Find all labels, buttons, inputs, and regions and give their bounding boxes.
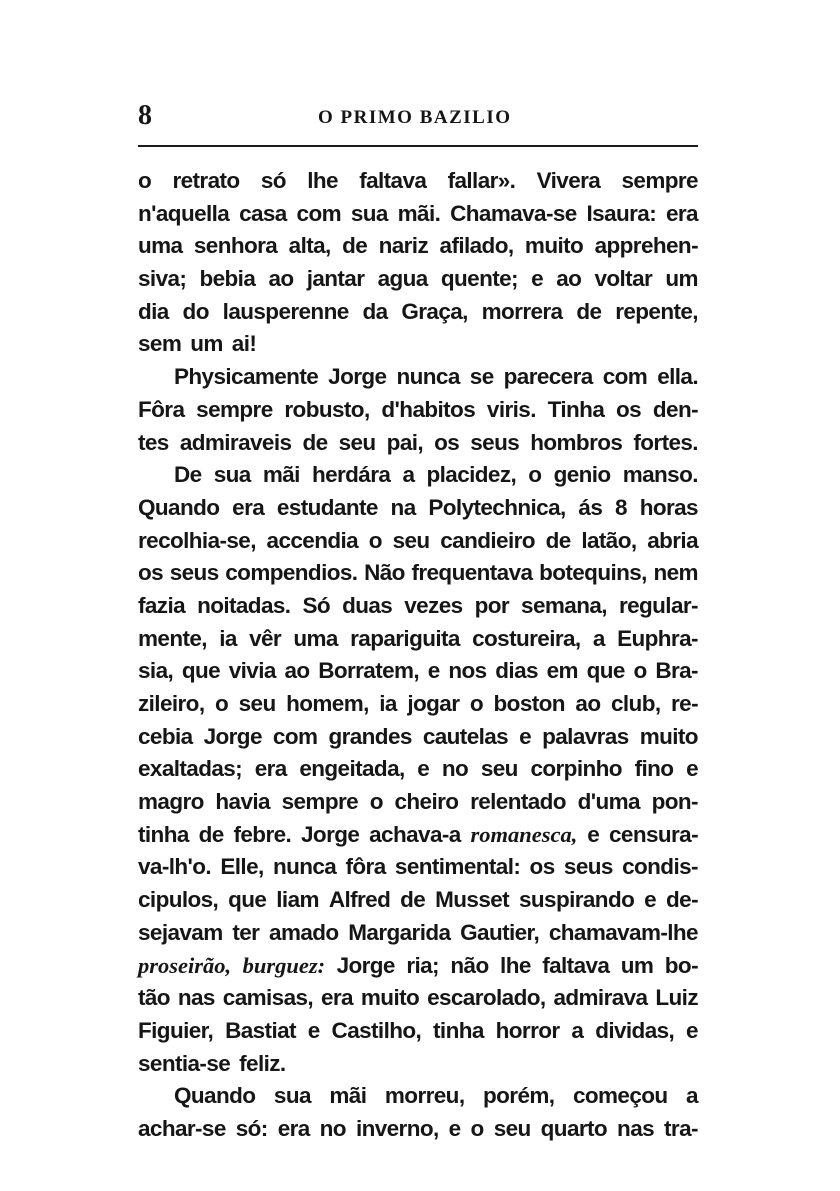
text-line: proseirão, burguez: Jorge ria; não lhe faltava um bo-: [138, 952, 698, 978]
text-line: Physicamente Jorge nunca se parecera com ella.: [174, 364, 698, 390]
text-line: De sua mãi herdára a placidez, o genio manso.: [174, 462, 698, 488]
text-line: sejavam ter amado Margarida Gautier, chamavam-lhe: [138, 919, 698, 945]
text-line: cebia Jorge com grandes cautelas e palavras muito: [138, 723, 698, 749]
text-line: magro havia sempre o cheiro relentado d'uma pon-: [138, 789, 698, 815]
text-line: Quando sua mãi morreu, porém, começou a: [174, 1083, 698, 1109]
text-line: achar-se só: era no inverno, e o seu quarto nas tra-: [138, 1115, 698, 1141]
page-header: [138, 100, 698, 130]
text-line: sia, que vivia ao Borratem, e nos dias em que o Bra-: [138, 658, 698, 684]
text-line: siva; bebia ao jantar agua quente; e ao voltar um: [138, 266, 698, 292]
text-line: Fôra sempre robusto, d'habitos viris. Tinha os den-: [138, 396, 698, 422]
text-line: n'aquella casa com sua mãi. Chamava-se Isaura: era: [138, 200, 698, 226]
text-line: sem um ai!: [138, 331, 257, 357]
text-line: exaltadas; era engeitada, e no seu corpinho fino e: [138, 756, 698, 782]
page-number: 8: [138, 100, 152, 131]
text-line: Quando era estudante na Polytechnica, ás 8 horas: [138, 494, 698, 520]
text-line: sentia-se feliz.: [138, 1050, 286, 1076]
body-text: [138, 165, 698, 1146]
text-line: tão nas camisas, era muito escarolado, admirava Luiz: [138, 985, 698, 1011]
text-line: tinha de febre. Jorge achava-a romanesca, e censura-: [138, 821, 698, 847]
text-line: va-lh'o. Elle, nunca fôra sentimental: os seus condis-: [138, 854, 698, 880]
text-line: cipulos, que liam Alfred de Musset suspirando e de-: [138, 887, 698, 913]
text-line: dia do lausperenne da Graça, morrera de repente,: [138, 298, 698, 324]
text-line: Figuier, Bastiat e Castilho, tinha horror a dividas, e: [138, 1017, 698, 1043]
text-line: o retrato só lhe faltava fallar». Vivera sempre: [138, 168, 698, 193]
text-line: tes admiraveis de seu pai, os seus hombros fortes.: [138, 429, 698, 455]
running-title: O PRIMO BAZILIO: [318, 107, 512, 128]
text-line: mente, ia vêr uma rapariguita costureira, a Euphra-: [138, 625, 698, 651]
text-line: zileiro, o seu homem, ia jogar o boston ao club, re-: [138, 691, 698, 716]
header-rule: [138, 145, 698, 147]
text-line: os seus compendios. Não frequentava botequins, nem: [138, 560, 698, 586]
text-line: recolhia-se, accendia o seu candieiro de latão, abria: [138, 527, 698, 553]
text-line: fazia noitadas. Só duas vezes por semana, regular-: [138, 592, 698, 618]
text-line: uma senhora alta, de nariz afilado, muito apprehen-: [138, 233, 698, 259]
